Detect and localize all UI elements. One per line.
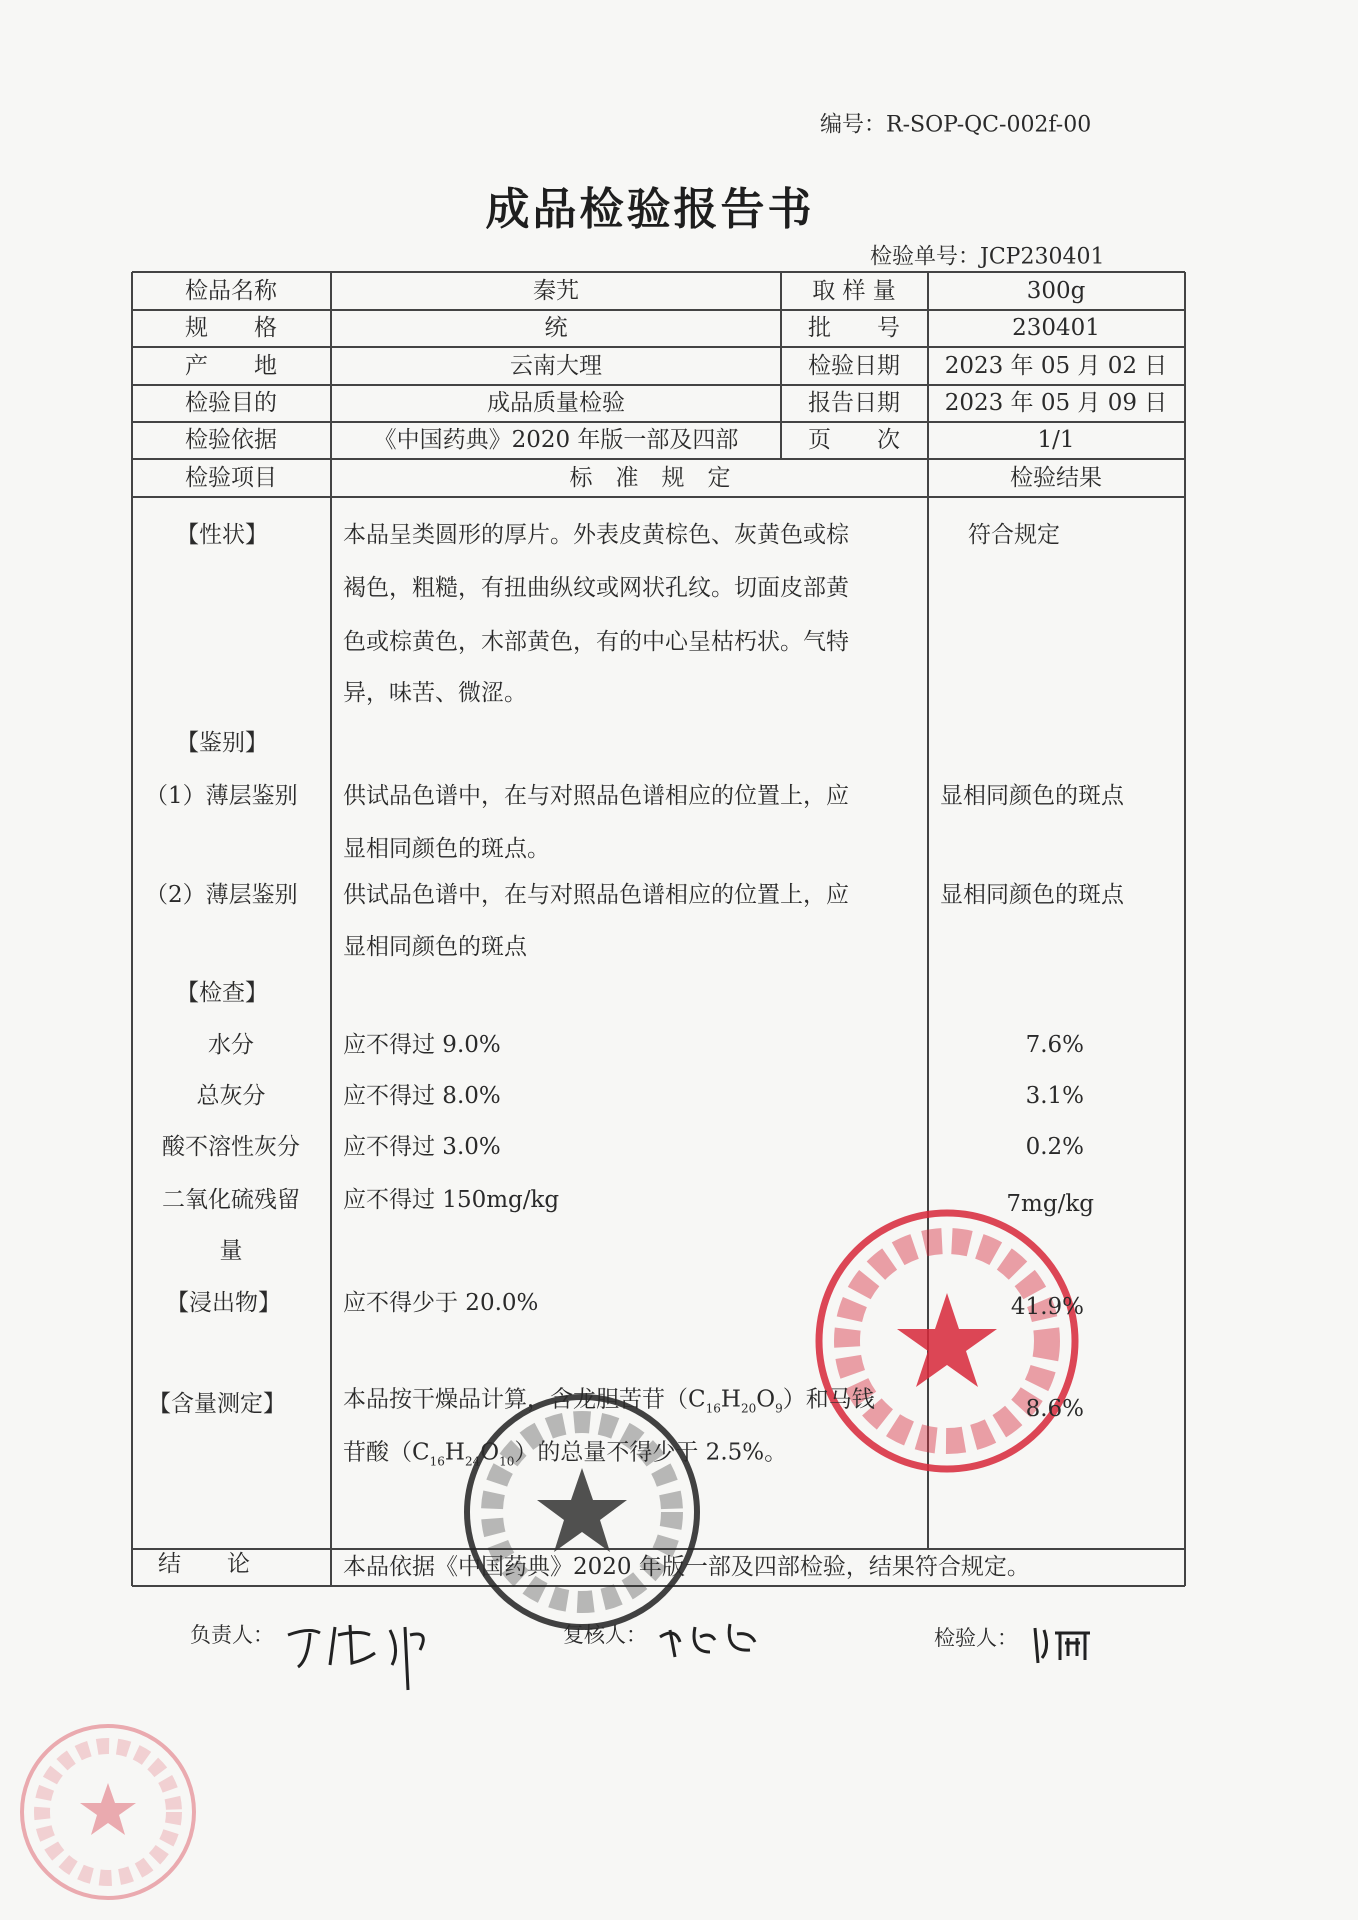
page-label: 页 次 [808, 427, 900, 453]
column-item-header: 检验项目 [185, 465, 277, 491]
extract-result: 41.9% [1010, 1294, 1084, 1320]
acid-ash-label: 酸不溶性灰分 [162, 1134, 300, 1160]
tlc2-line: 供试品色谱中，在与对照品色谱相应的位置上，应 [343, 882, 849, 908]
assay-line-2: 苷酸$(C_{16}H_{24}O_{10})$的总量不得少于 2.5%。 [343, 1439, 788, 1469]
water-label: 水分 [208, 1032, 254, 1058]
origin-value: 云南大理 [510, 353, 602, 379]
conclusion-label: 结 论 [158, 1551, 250, 1577]
basis-value: 《中国药典》2020 年版一部及四部 [373, 427, 739, 453]
so2-label-cont: 量 [219, 1238, 243, 1264]
responsible-label: 负责人： [190, 1623, 274, 1647]
so2-label: 二氧化硫残留 [162, 1187, 300, 1213]
so2-standard: 应不得过 150mg/kg [343, 1187, 560, 1213]
appearance-line: 本品呈类圆形的厚片。外表皮黄棕色、灰黄色或棕 [343, 522, 849, 548]
test-date-label: 检验日期 [808, 353, 900, 379]
name-label: 检品名称 [185, 278, 277, 304]
page-value: 1/1 [1037, 427, 1075, 453]
tlc1-result: 显相同颜色的斑点 [940, 783, 1124, 809]
water-result: 7.6% [1025, 1032, 1084, 1058]
extract-standard: 应不得少于 20.0% [343, 1290, 539, 1316]
name-value: 秦艽 [533, 278, 579, 304]
responsible-signature [280, 1605, 460, 1695]
identification-label: 【鉴别】 [176, 730, 268, 756]
batch-label: 批 号 [808, 315, 900, 341]
document-code: 编号：R-SOP-QC-002f-00 [820, 112, 1092, 138]
column-result-header: 检验结果 [1010, 465, 1102, 491]
column-standard-header: 标 准 规 定 [569, 465, 731, 491]
extract-label: 【浸出物】 [166, 1290, 281, 1316]
tlc1-line: 供试品色谱中，在与对照品色谱相应的位置上，应 [343, 783, 849, 809]
test-date-value: 2023 年 05 月 02 日 [944, 353, 1168, 379]
assay-line-1: 本品按干燥品计算，含龙胆苦苷$(C_{16}H_{20}O_9)$和马钱 [343, 1386, 875, 1416]
tlc1-line: 显相同颜色的斑点。 [343, 836, 550, 862]
reviewer-label: 复核人： [563, 1623, 647, 1647]
conclusion-text: 本品依据《中国药典》2020 年版一部及四部检验，结果符合规定。 [343, 1554, 1030, 1580]
tlc2-label: （2）薄层鉴别 [145, 882, 298, 908]
report-date-label: 报告日期 [808, 390, 900, 416]
inspection-label: 【检查】 [176, 980, 268, 1006]
basis-label: 检验依据 [185, 427, 277, 453]
inspector-signature [1030, 1618, 1100, 1668]
purpose-label: 检验目的 [185, 390, 277, 416]
appearance-line: 褐色，粗糙，有扭曲纵纹或网状孔纹。切面皮部黄 [343, 575, 849, 601]
report-number: 检验单号：JCP230401 [870, 244, 1105, 270]
tlc1-label: （1）薄层鉴别 [145, 783, 298, 809]
page-title: 成品检验报告书 [485, 184, 815, 235]
acid-ash-standard: 应不得过 3.0% [343, 1134, 501, 1160]
spec-label: 规 格 [185, 315, 277, 341]
so2-result: 7mg/kg [1006, 1191, 1094, 1217]
water-standard: 应不得过 9.0% [343, 1032, 501, 1058]
qty-value: 300g [1026, 278, 1086, 304]
reviewer-signature [655, 1612, 775, 1662]
appearance-line: 色或棕黄色，木部黄色，有的中心呈枯朽状。气特 [343, 629, 849, 655]
assay-label: 【含量测定】 [148, 1391, 286, 1417]
tlc2-line: 显相同颜色的斑点 [343, 934, 527, 960]
report-date-value: 2023 年 05 月 09 日 [944, 390, 1168, 416]
inspector-label: 检验人： [934, 1626, 1018, 1650]
tlc2-result: 显相同颜色的斑点 [940, 882, 1124, 908]
acid-ash-result: 0.2% [1025, 1134, 1084, 1160]
ash-standard: 应不得过 8.0% [343, 1083, 501, 1109]
appearance-line: 异，味苦、微涩。 [343, 680, 527, 706]
qty-label: 取 样 量 [812, 278, 896, 304]
origin-label: 产 地 [185, 353, 277, 379]
appearance-result: 符合规定 [968, 522, 1060, 548]
ash-result: 3.1% [1025, 1083, 1084, 1109]
spec-value: 统 [544, 315, 568, 341]
assay-result: 8.6% [1025, 1396, 1084, 1422]
batch-value: 230401 [1012, 315, 1100, 341]
purpose-value: 成品质量检验 [487, 390, 625, 416]
appearance-label: 【性状】 [176, 522, 268, 548]
ash-label: 总灰分 [196, 1083, 266, 1109]
